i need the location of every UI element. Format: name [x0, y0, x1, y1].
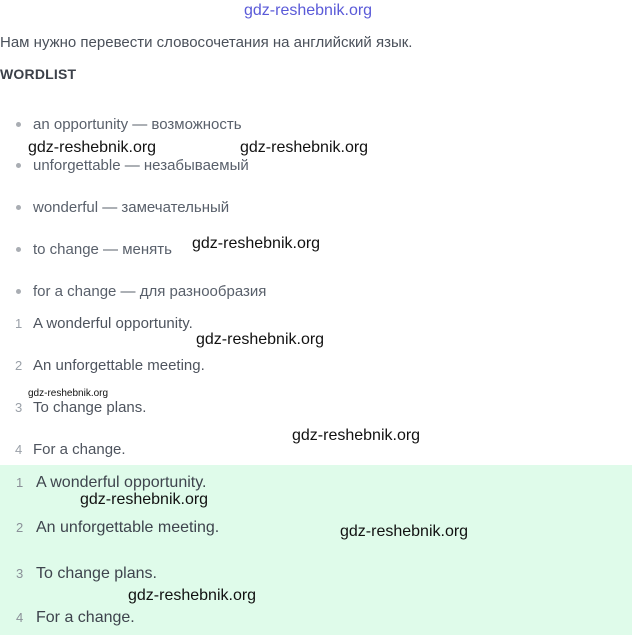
exercise-item — [15, 441, 126, 458]
bullet-icon — [16, 289, 21, 294]
item-text: A wonderful opportunity. — [36, 474, 207, 491]
wordlist-item — [16, 157, 249, 174]
answer-item — [16, 565, 157, 583]
exercise-item — [15, 399, 146, 416]
item-text: For a change. — [33, 441, 126, 458]
wordlist-item-text: an opportunity — возможность — [33, 116, 242, 133]
item-number: 2 — [15, 358, 23, 373]
wordlist-heading: WORDLIST — [0, 66, 77, 82]
watermark: gdz-reshebnik.org — [128, 587, 257, 604]
bullet-icon — [16, 163, 21, 168]
answer-item — [16, 609, 135, 627]
watermark: gdz-reshebnik.org — [192, 235, 321, 252]
watermark: gdz-reshebnik.org — [28, 139, 157, 156]
bullet-icon — [16, 247, 21, 252]
wordlist-item-text: unforgettable — незабываемый — [33, 157, 249, 174]
item-number: 1 — [16, 475, 24, 490]
wordlist-item-text: to change — менять — [33, 241, 172, 258]
watermark: gdz-reshebnik.org — [240, 139, 369, 156]
item-text: To change plans. — [36, 565, 157, 582]
bullet-icon — [16, 205, 21, 210]
watermark: gdz-reshebnik.org — [340, 523, 469, 540]
watermark: gdz-reshebnik.org — [80, 491, 209, 508]
wordlist-item-text: for a change — для разнообразия — [33, 283, 267, 300]
wordlist-item-text: wonderful — замечательный — [33, 199, 230, 216]
item-text: For a change. — [36, 609, 135, 626]
item-number: 3 — [16, 566, 24, 581]
item-text: An unforgettable meeting. — [36, 519, 220, 536]
item-text: An unforgettable meeting. — [33, 357, 205, 374]
exercise-item — [15, 315, 193, 332]
answer-item — [16, 474, 206, 492]
exercise-item — [15, 357, 205, 374]
watermark-top: gdz-reshebnik.org — [244, 2, 373, 19]
item-text: A wonderful opportunity. — [33, 315, 193, 332]
item-number: 2 — [16, 520, 24, 535]
item-number: 4 — [16, 610, 24, 625]
item-number: 1 — [15, 316, 23, 331]
watermark: gdz-reshebnik.org — [196, 331, 325, 348]
watermark: gdz-reshebnik.org — [28, 388, 109, 399]
wordlist-item — [16, 199, 229, 216]
wordlist-item — [16, 241, 172, 258]
intro-text: Нам нужно перевести словосочетания на английский язык. — [0, 34, 413, 51]
item-number: 4 — [15, 442, 23, 457]
item-text: To change plans. — [33, 399, 147, 416]
wordlist-item — [16, 283, 266, 300]
bullet-icon — [16, 122, 21, 127]
wordlist-item — [16, 116, 242, 133]
answer-item — [16, 519, 219, 537]
item-number: 3 — [15, 400, 23, 415]
watermark: gdz-reshebnik.org — [292, 427, 421, 444]
